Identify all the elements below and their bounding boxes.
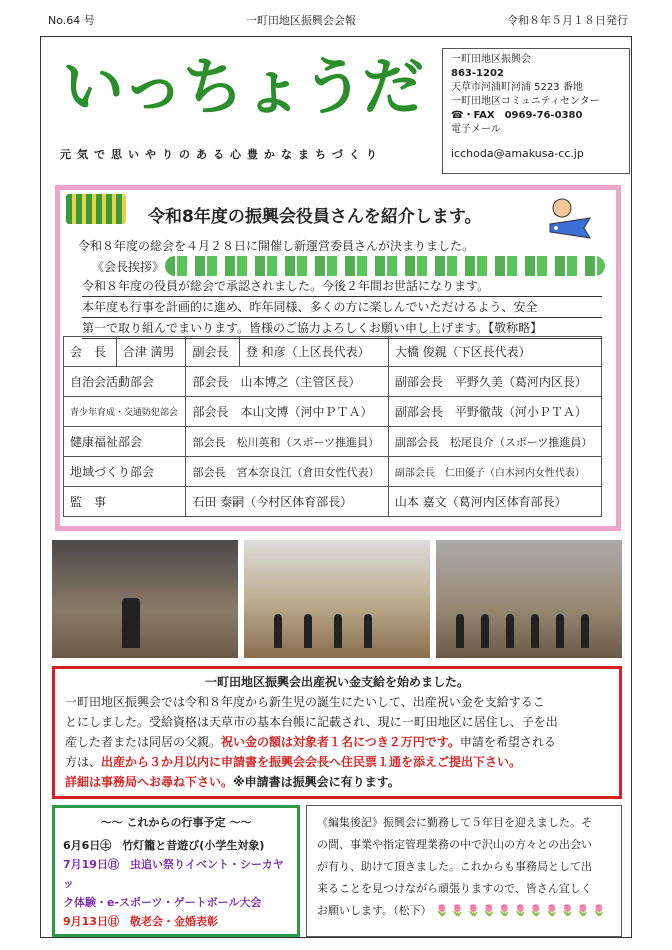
table-cell: 大橋 俊親（下区長代表） bbox=[388, 337, 601, 367]
meeting-photo bbox=[52, 540, 238, 658]
event-name-cont: ク体験・e-スポーツ・ゲートボール大会 bbox=[63, 896, 262, 909]
events-title: ～～ これからの行事予定 ～～ bbox=[100, 816, 252, 829]
tulip-icon: 🌷🌷🌷🌷🌷🌷🌷🌷🌷🌷🌷 bbox=[435, 904, 608, 917]
meeting-photo bbox=[244, 540, 430, 658]
carp-streamer-icon bbox=[540, 196, 596, 246]
note-line: の間、事業や指定管理業務の中で沢山の方々との出会い bbox=[317, 838, 592, 851]
birth-note: ※申請書は振興会に有ります。 bbox=[233, 775, 400, 789]
slogan: 元気で思いやりのある心豊かなまちづくり bbox=[60, 148, 383, 161]
table-cell: 健康福祉部会 bbox=[64, 427, 186, 457]
contact-tel: ☎・FAX 0969-76-0380 bbox=[451, 110, 583, 121]
note-line: が有り、助けて頂きました。これからも事務局として出 bbox=[317, 860, 592, 873]
table-cell: 石田 泰嗣（今村区体育部長） bbox=[186, 487, 388, 517]
contact-mail[interactable]: icchoda@amakusa-cc.jp bbox=[451, 147, 584, 160]
table-cell: 部会長 宮本奈良江（倉田女性代表） bbox=[186, 457, 388, 487]
org-report-name: 一町田地区振興会会報 bbox=[245, 14, 356, 27]
top-header bbox=[48, 12, 628, 28]
birth-title: 一町田地区振興会出産祝い金支給を始めました。 bbox=[204, 675, 469, 689]
event-name: 虫追い祭りイベント・シーカヤッ bbox=[63, 858, 284, 890]
birth-text: 申請を希望される bbox=[459, 735, 556, 749]
editor-note bbox=[306, 805, 622, 937]
table-cell: 副部会長 仁田優子（白木河内女性代表） bbox=[388, 457, 601, 487]
officers-table bbox=[63, 336, 602, 517]
table-cell: 監 事 bbox=[64, 487, 186, 517]
events-box bbox=[52, 805, 300, 937]
greeting-line: 令和８年度の役員が総会で承認されました。今後２年間お世話になります。 bbox=[82, 276, 602, 297]
birth-line: とにしました。受給資格は天草市の基本台帳に記載され、現に一町田地区に居住し、子を出 bbox=[65, 715, 558, 729]
greeting-line: 本年度も行事を計画的に進め、昨年同様、多くの方に楽しんでいただけるよう、安全 bbox=[82, 297, 602, 318]
greeting-title: 《会長挨拶》 bbox=[92, 260, 165, 274]
event-date: 7月19日㊐ bbox=[63, 858, 119, 871]
event-item bbox=[63, 912, 289, 931]
birth-amount: 祝い金の額は対象者１名につき２万円です。 bbox=[221, 735, 460, 749]
clover-vine-icon bbox=[165, 256, 605, 276]
event-date: 9月13日㊐ bbox=[63, 915, 119, 928]
table-cell: 副会長 bbox=[186, 337, 239, 367]
table-cell: 部会長 松川英和（スポーツ推進員） bbox=[186, 427, 388, 457]
contact-center: 一町田地区コミュニティセンター bbox=[451, 96, 600, 107]
photo-strip bbox=[52, 540, 622, 658]
birth-line bbox=[65, 752, 609, 772]
event-item bbox=[63, 855, 289, 893]
note-line: 来ることを見つけながら頑張りますので、皆さん宜しく bbox=[317, 882, 592, 895]
table-cell: 副部会長 平野徹哉（河小ＰＴＡ） bbox=[388, 397, 601, 427]
table-row bbox=[64, 457, 602, 487]
table-cell: 合津 満男 bbox=[116, 337, 186, 367]
table-cell: 部会長 本山文博（河中ＰＴＡ） bbox=[186, 397, 388, 427]
meeting-photo bbox=[436, 540, 622, 658]
event-name: 竹灯籠と昔遊び(小学生対象) bbox=[122, 839, 265, 852]
officers-title: 令和8年度の振興会役員さんを紹介します。 bbox=[148, 207, 482, 227]
birth-body bbox=[65, 692, 609, 792]
greeting-text bbox=[82, 276, 602, 339]
table-row bbox=[64, 487, 602, 517]
event-item bbox=[63, 836, 289, 855]
officers-intro: 令和８年度の総会を４月２８日に開催し新運営委員さんが決まりました。 bbox=[78, 239, 475, 253]
table-cell: 会 長 bbox=[64, 337, 117, 367]
birth-deadline: 出産から３か月以内に申請書を振興会会長へ住民票１通を添えご提出下さい。 bbox=[101, 755, 522, 769]
event-date: 6月6日㊏ bbox=[63, 839, 112, 852]
birth-text: 方は、 bbox=[65, 755, 102, 769]
table-cell: 自治会活動部会 bbox=[64, 367, 186, 397]
issue-date: 令和８年５月１８日発行 bbox=[506, 14, 628, 27]
table-cell: 青少年育成・交通防犯部会 bbox=[64, 397, 186, 427]
table-cell: 副部会長 松尾良介（スポーツ推進員） bbox=[388, 427, 601, 457]
birth-line: 一町田地区振興会では令和８年度から新生児の誕生にたいして、出産祝い金を支給するこ bbox=[65, 695, 545, 709]
flower-field-icon bbox=[66, 194, 126, 224]
birth-allowance-box bbox=[52, 666, 622, 799]
greeting-line: 第一で取り組んでまいります。皆様のご協力よろしくお願い申し上げます。【敬称略】 bbox=[82, 318, 602, 339]
birth-line bbox=[65, 732, 609, 752]
table-row bbox=[64, 397, 602, 427]
event-name: 敬老会・金婚表彰 bbox=[129, 915, 218, 928]
table-cell: 登 和彦（上区長代表） bbox=[239, 337, 388, 367]
note-line: 《編集後記》振興会に勤務して５年目を迎えました。そ bbox=[317, 816, 592, 829]
table-row bbox=[64, 337, 602, 367]
issue-number: No.64 号 bbox=[48, 14, 95, 27]
birth-line bbox=[65, 772, 609, 792]
table-cell: 副部会長 平野久美（葛河内区長） bbox=[388, 367, 601, 397]
note-signature: お願いします。（松下） bbox=[317, 904, 432, 917]
birth-inquiry: 詳細は事務局へお尋ね下さい。 bbox=[65, 775, 234, 789]
note-line bbox=[317, 900, 611, 922]
table-cell: 部会長 山本博之（主管区長） bbox=[186, 367, 388, 397]
masthead-logo: いっちょうだ bbox=[62, 50, 423, 123]
contact-address: 天草市河浦町河浦 5223 番地 bbox=[451, 82, 583, 93]
table-row bbox=[64, 427, 602, 457]
table-cell: 山本 嘉文（葛河内区体育部長） bbox=[388, 487, 601, 517]
table-row bbox=[64, 367, 602, 397]
table-cell: 地域づくり部会 bbox=[64, 457, 186, 487]
contact-mail-label: 電子メール bbox=[451, 124, 501, 135]
contact-box bbox=[442, 48, 630, 174]
birth-text: 産した者または同居の父親。 bbox=[65, 735, 222, 749]
contact-zip: 863-1202 bbox=[451, 68, 504, 79]
contact-org: 一町田地区振興会 bbox=[451, 54, 531, 65]
